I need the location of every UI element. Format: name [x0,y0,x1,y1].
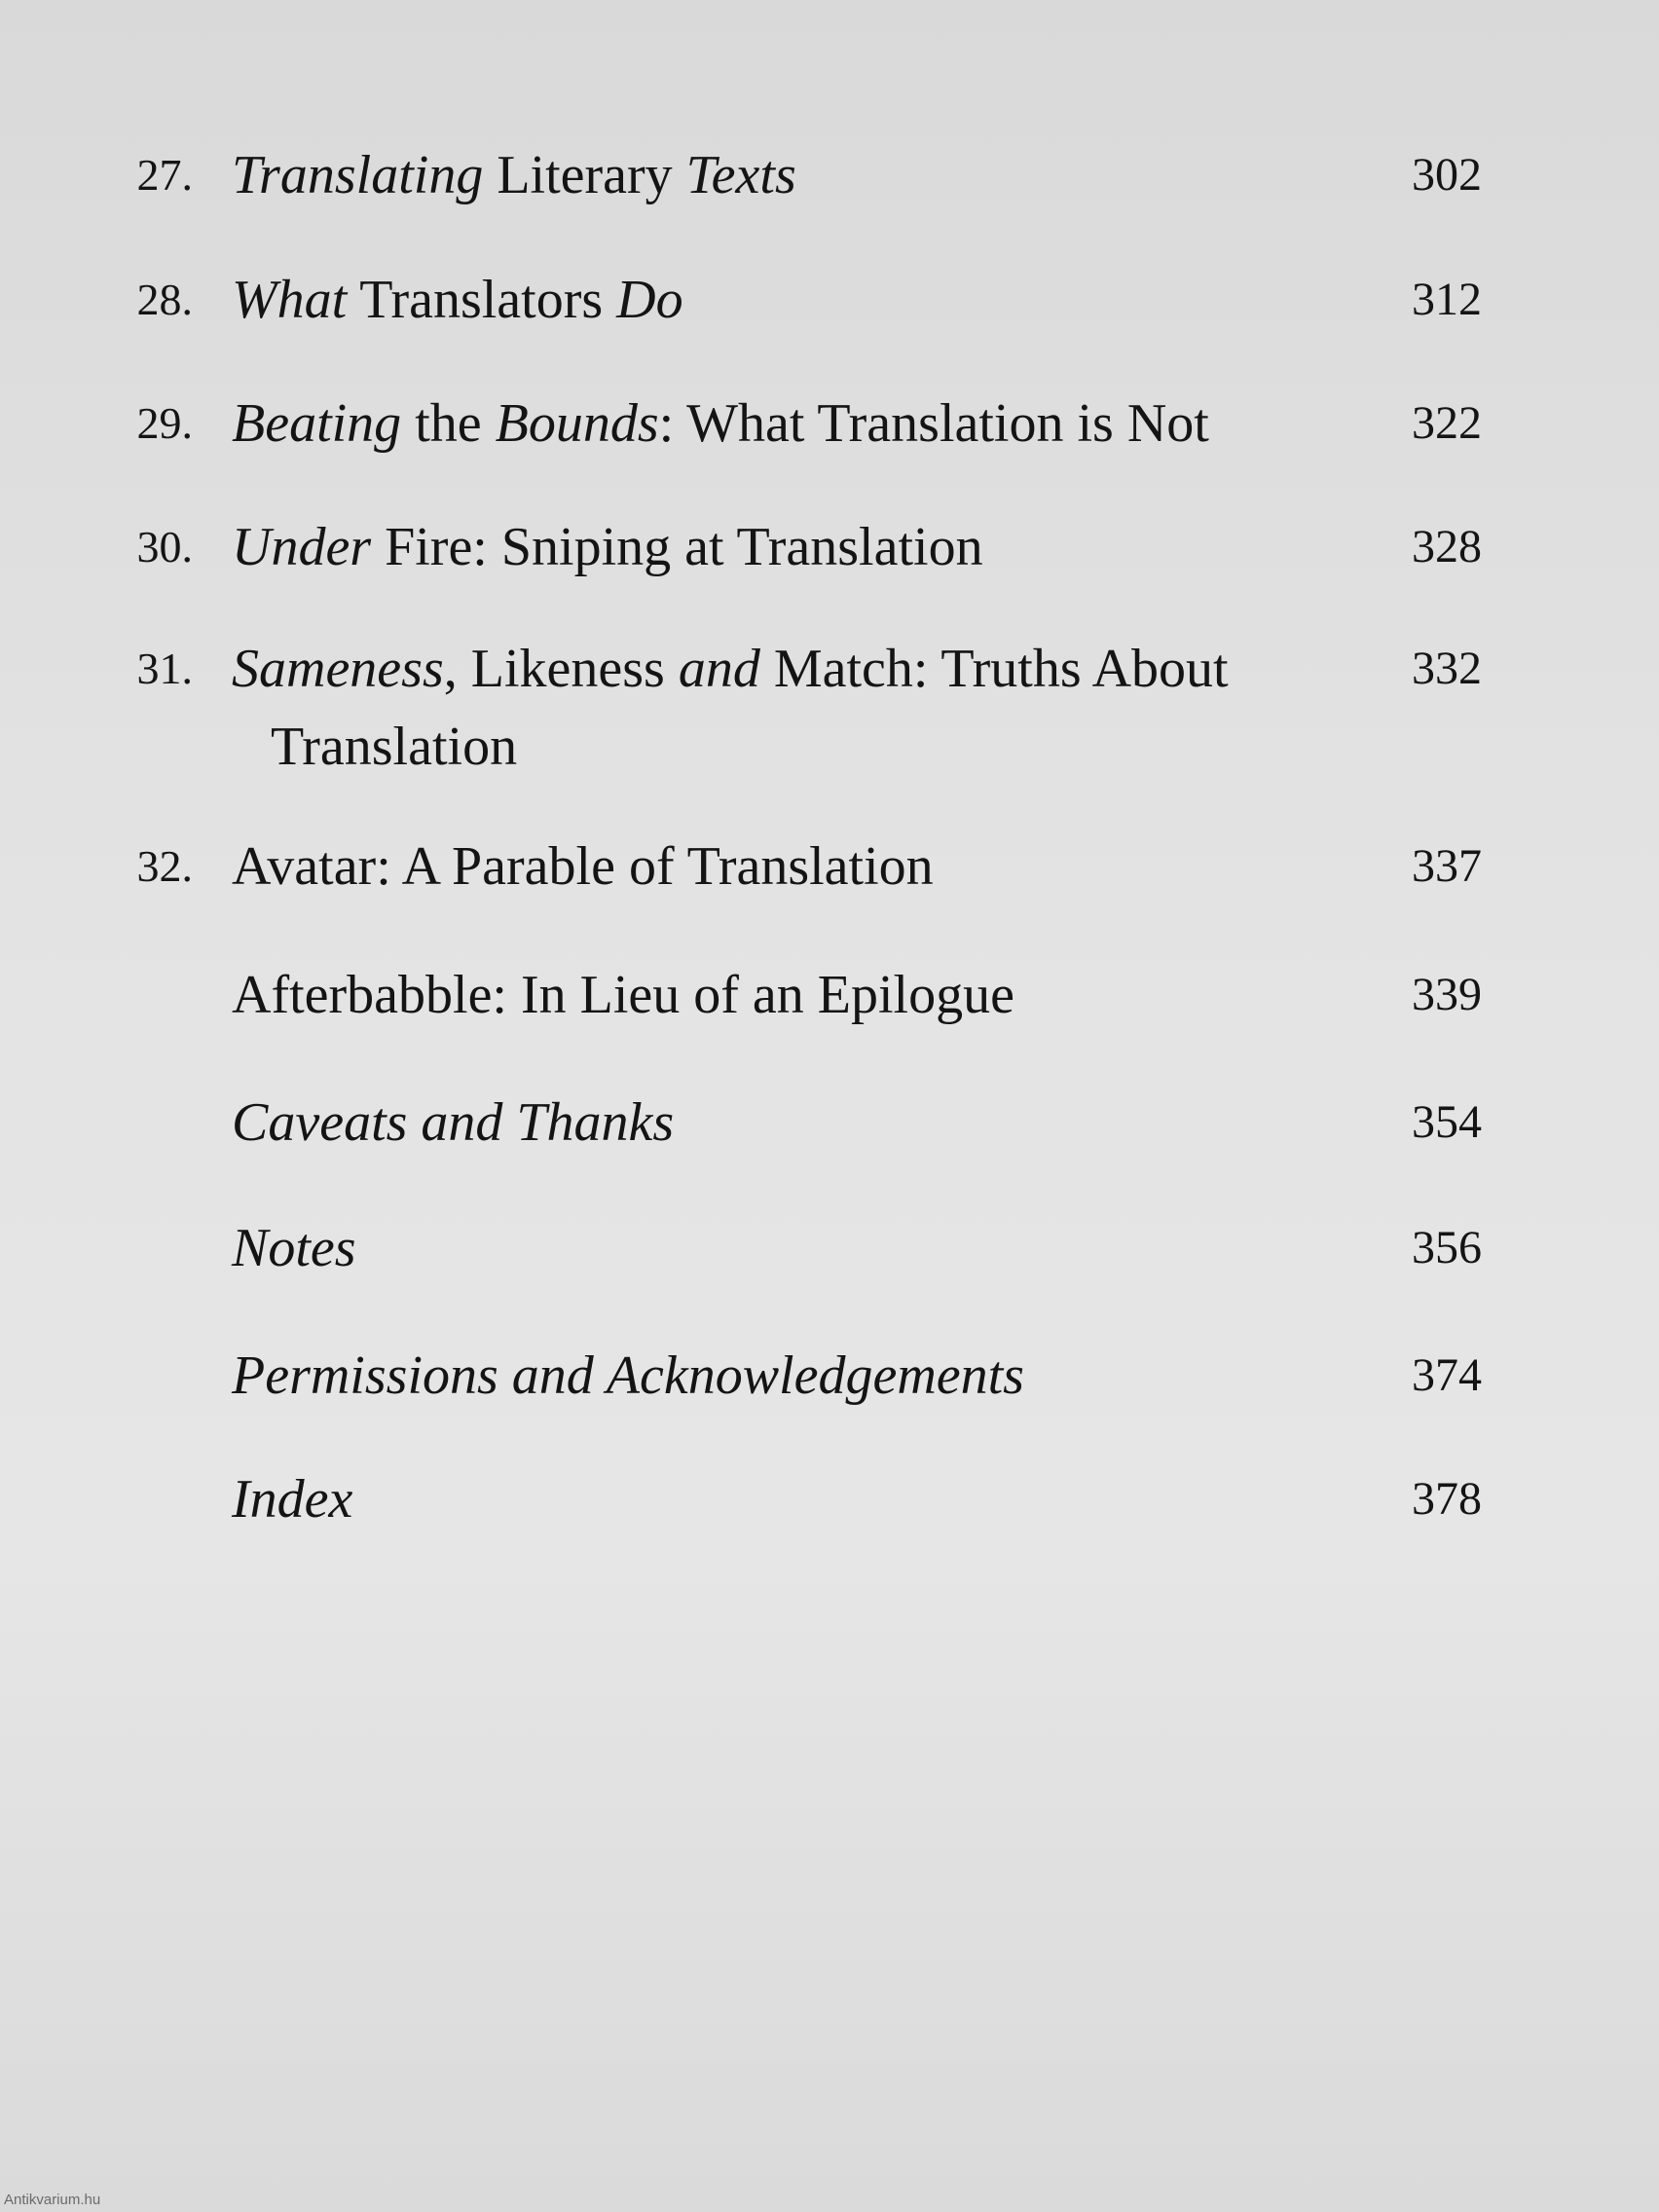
chapter-number: 30. [136,522,193,571]
title-segment: Match: Truths About [759,639,1229,699]
chapter-number: 32. [136,841,193,891]
chapter-number: 29. [136,398,193,448]
title-segment: Bounds [495,393,659,454]
chapter-title [232,956,1014,1034]
title-segment: Translators [347,270,617,330]
page-number: 378 [1412,1473,1482,1525]
title-segment: Fire: Sniping at Translation [371,517,983,577]
title-segment: and [678,639,760,699]
title-segment: Sameness [232,639,444,699]
title-segment: Index [232,1469,353,1530]
page-number: 328 [1412,521,1482,572]
title-segment: the [401,393,496,454]
toc-entry [0,1084,1659,1161]
toc-entry [0,956,1659,1034]
toc-entry [0,1209,1659,1287]
toc-entry [0,828,1659,905]
toc-entry [0,1337,1659,1415]
title-segment: What [232,270,348,330]
chapter-number: 31. [136,644,193,693]
title-segment: Do [616,270,683,330]
title-segment: : What Translation is Not [658,393,1209,454]
title-segment: Notes [232,1218,356,1278]
chapter-title [232,1460,352,1538]
page-number: 356 [1412,1222,1482,1273]
title-segment: Permissions and Acknowledgements [232,1346,1024,1406]
toc-entry [0,1460,1659,1538]
title-segment: Avatar: A Parable of Translation [232,836,934,897]
toc-entry [0,136,1659,214]
chapter-number: 27. [136,150,193,200]
title-segment: Under [232,517,372,577]
title-segment: Texts [685,145,796,205]
page-number: 374 [1412,1349,1482,1401]
page-number: 302 [1412,149,1482,201]
chapter-title [232,261,683,339]
watermark: Antikvarium.hu [4,2192,101,2208]
chapter-title [232,630,1229,786]
chapter-title [232,1084,674,1161]
chapter-title [232,1337,1024,1415]
title-segment: Translating [232,145,484,205]
toc-entry [0,630,1659,777]
toc-entry [0,385,1659,462]
chapter-number: 28. [136,275,193,324]
toc-entry [0,261,1659,339]
title-segment: Literary [483,145,686,205]
chapter-title [232,828,934,905]
page-number: 337 [1412,840,1482,892]
chapter-title [232,1209,356,1287]
toc-entry [0,508,1659,586]
title-segment: Afterbabble: In Lieu of an Epilogue [232,965,1014,1025]
page-number: 354 [1412,1096,1482,1148]
page-number: 339 [1412,969,1482,1020]
title-segment: Beating [232,393,402,454]
title-segment: , Likeness [443,639,679,699]
chapter-title [232,508,983,586]
page-number: 312 [1412,274,1482,325]
page-number: 332 [1412,643,1482,694]
chapter-title [232,136,796,214]
page-number: 322 [1412,397,1482,449]
chapter-title [232,385,1209,462]
title-continuation: Translation [271,717,518,777]
title-segment: Caveats and Thanks [232,1092,675,1153]
